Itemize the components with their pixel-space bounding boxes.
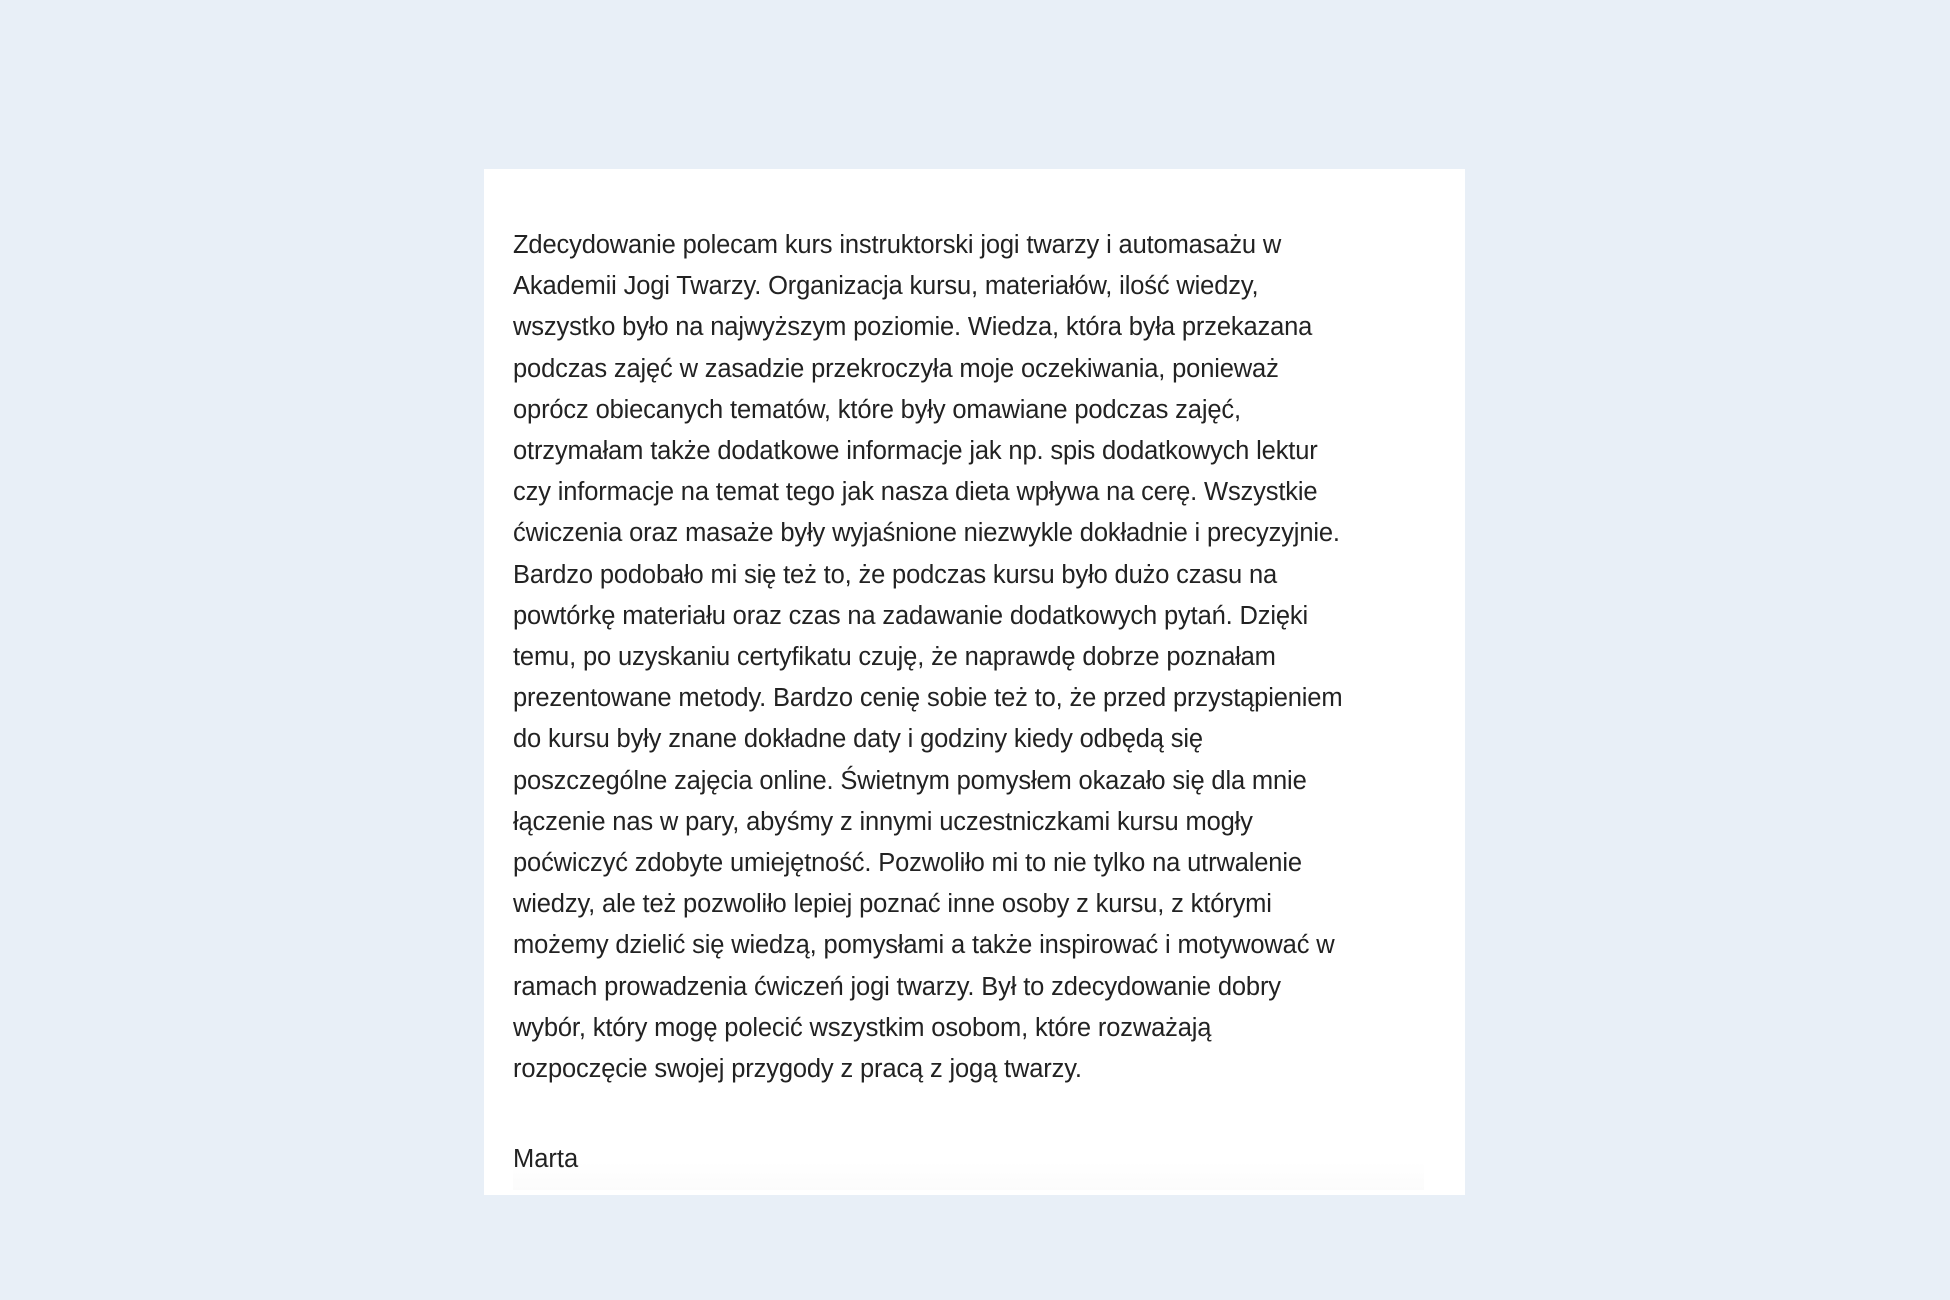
text-line: Bardzo podobało mi się też to, że podczas kursu było dużo czasu na bbox=[513, 560, 1278, 589]
text-line: powtórkę materiału oraz czas na zadawanie dodatkowych pytań. Dzięki bbox=[513, 601, 1309, 630]
text-line: oprócz obiecanych tematów, które były omawiane podczas zajęć, bbox=[513, 395, 1241, 424]
bottom-fade bbox=[513, 1162, 1424, 1190]
text-line: Zdecydowanie polecam kurs instruktorski jogi twarzy i automasażu w bbox=[513, 231, 1282, 259]
text-line: wszystko było na najwyższym poziomie. Wiedza, która była przekazana bbox=[513, 313, 1313, 342]
text-line: do kursu były znane dokładne daty i godziny kiedy odbędą się bbox=[513, 725, 1203, 754]
text-line: poszczególne zajęcia online. Świetnym pomysłem okazało się dla mnie bbox=[513, 766, 1307, 795]
text-line: czy informacje na temat tego jak nasza dieta wpływa na cerę. Wszystkie bbox=[513, 478, 1318, 507]
testimonial-text bbox=[513, 225, 1443, 1090]
text-line: Akademii Jogi Twarzy. Organizacja kursu, materiałów, ilość wiedzy, bbox=[513, 272, 1259, 301]
text-line: wybór, który mogę polecić wszystkim osobom, które rozważają bbox=[513, 1013, 1212, 1042]
text-line: ćwiczenia oraz masaże były wyjaśnione niezwykle dokładnie i precyzyjnie. bbox=[513, 519, 1340, 548]
text-line: łączenie nas w pary, abyśmy z innymi uczestniczkami kursu mogły bbox=[513, 807, 1253, 836]
text-line: prezentowane metody. Bardzo cenię sobie też to, że przed przystąpieniem bbox=[513, 684, 1343, 713]
text-line: otrzymałam także dodatkowe informacje jak np. spis dodatkowych lektur bbox=[513, 437, 1318, 466]
text-line: wiedzy, ale też pozwoliło lepiej poznać inne osoby z kursu, z którymi bbox=[513, 890, 1272, 919]
text-line: temu, po uzyskaniu certyfikatu czuję, że naprawdę dobrze poznałam bbox=[513, 643, 1276, 672]
text-line: rozpoczęcie swojej przygody z pracą z jogą twarzy. bbox=[513, 1055, 1082, 1084]
testimonial-card bbox=[484, 169, 1465, 1195]
text-line: możemy dzielić się wiedzą, pomysłami a także inspirować i motywować w bbox=[513, 931, 1335, 960]
author-name: Marta bbox=[513, 1145, 579, 1173]
text-line: ramach prowadzenia ćwiczeń jogi twarzy. Był to zdecydowanie dobry bbox=[513, 972, 1281, 1001]
text-line: poćwiczyć zdobyte umiejętność. Pozwoliło mi to nie tylko na utrwalenie bbox=[513, 849, 1302, 878]
text-line: podczas zajęć w zasadzie przekroczyła moje oczekiwania, ponieważ bbox=[513, 354, 1279, 383]
